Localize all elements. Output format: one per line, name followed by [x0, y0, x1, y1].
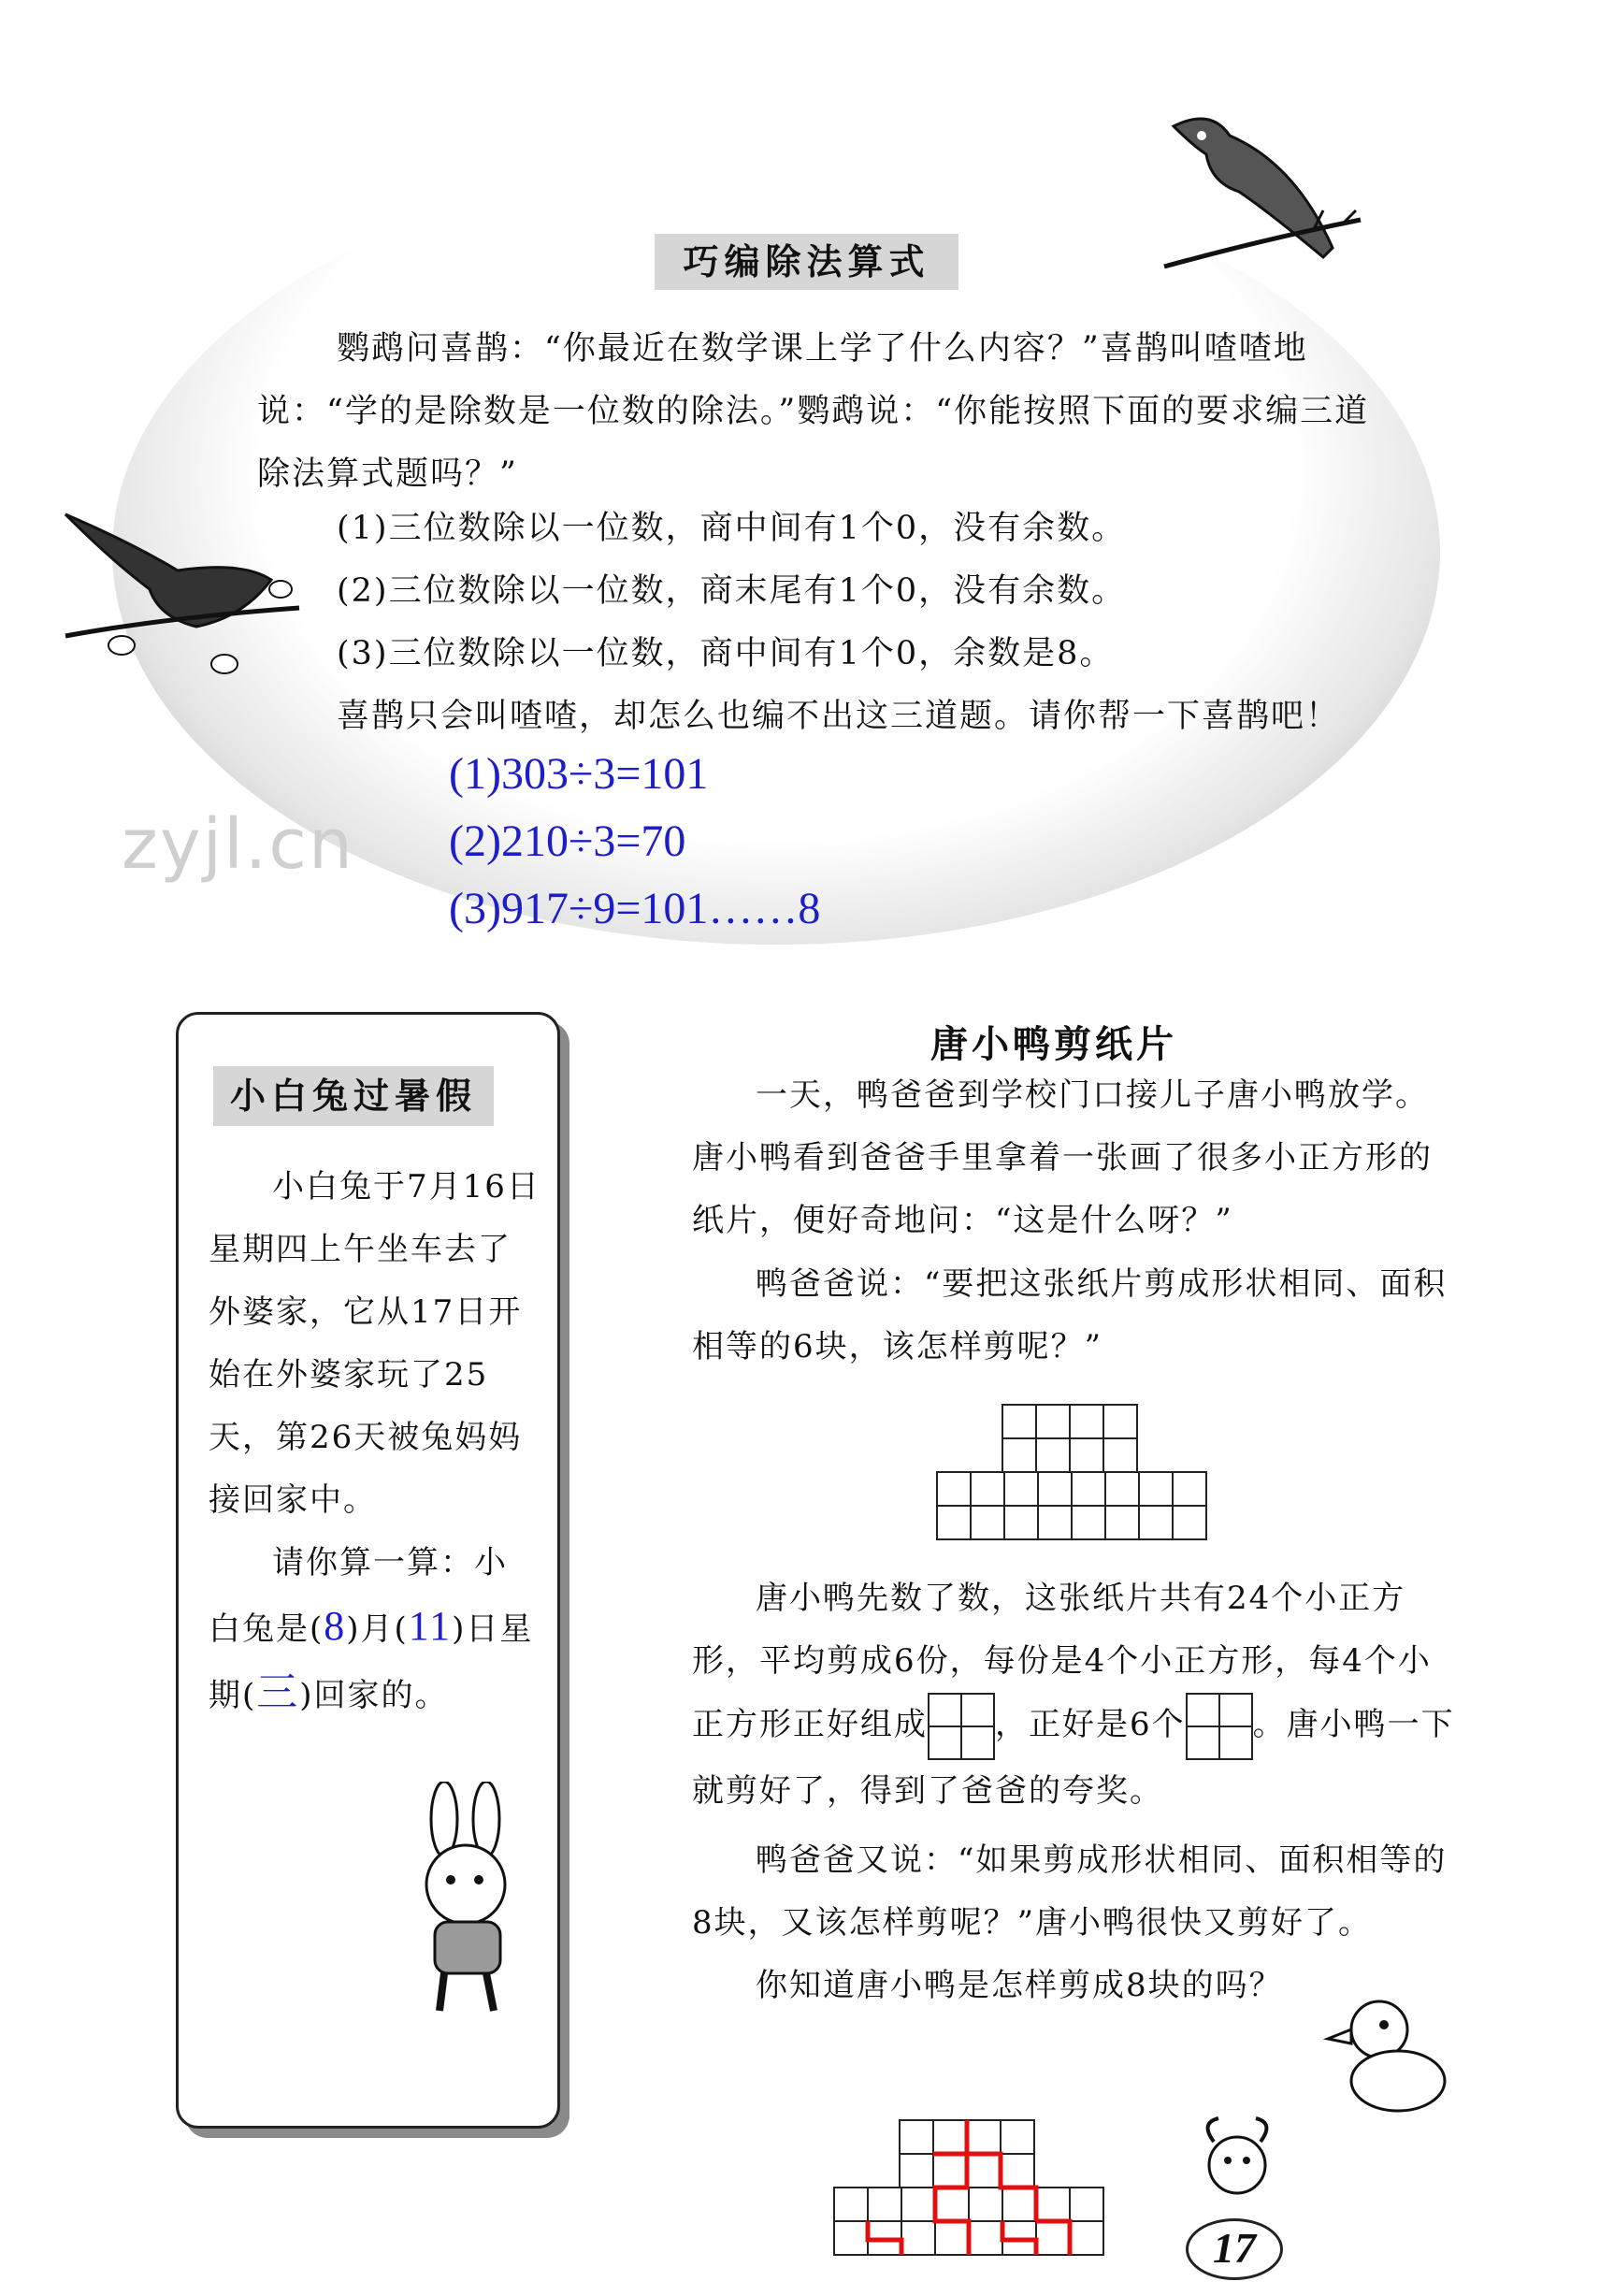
- duck-illustration: [1323, 1992, 1463, 2123]
- puzzle3-p1: 一天，鸭爸爸到学校门口接儿子唐小鸭放学。唐小鸭看到爸爸手里拿着一张画了很多小正方形的纸片，便好奇地问：“这是什么呀？”: [692, 1076, 1433, 1239]
- answer-3: (3)917÷9=101……8: [449, 884, 821, 933]
- p3-part-c: 。唐小鸭一下就剪好了，得到了爸爸的夸奖。: [692, 1706, 1455, 1810]
- puzzle2-title: 小白兔过暑假: [213, 1066, 494, 1126]
- answer-2: (2)210÷3=70: [449, 816, 686, 866]
- answer-1: (1)303÷3=101: [449, 749, 709, 799]
- puzzle3-title: 唐小鸭剪纸片: [930, 1023, 1177, 1066]
- answer-cut-figure: [832, 2118, 1105, 2259]
- page-number: 17: [1186, 2218, 1283, 2280]
- question-prefix: 请你算一算：小白兔是(: [209, 1544, 508, 1648]
- answer-weekday: 三: [256, 1669, 300, 1715]
- puzzle3-p2: 鸭爸爸说：“要把这张纸片剪成形状相同、面积相等的6块，该怎样剪呢？”: [692, 1265, 1448, 1365]
- p3-part-a: 唐小鸭先数了数，这张纸片共有24个小正方形，平均剪成6份，每份是4个小正方形，每4个小正方形正好组成: [692, 1580, 1432, 1743]
- magpie-illustration: [56, 505, 318, 692]
- puzzle2-para1: 小白兔于7月16日星期四上午坐车去了外婆家，它从17日开始在外婆家玩了25天，第26天被兔妈妈接回家中。: [209, 1168, 540, 1519]
- two-by-two-square-icon: [1186, 1693, 1253, 1760]
- puzzle1-title: 巧编除法算式: [655, 234, 958, 290]
- puzzle1-intro: 鹦鹉问喜鹊：“你最近在数学课上学了什么内容？”喜鹊叫喳喳地说：“学的是除数是一位数的除法。”鹦鹉说：“你能按照下面的要求编三道除法算式题吗？”: [257, 330, 1370, 493]
- goat-illustration: [1186, 2109, 1289, 2212]
- puzzle3-p3: [692, 1567, 1459, 1823]
- question-suffix: )回家的。: [299, 1677, 449, 1714]
- puzzle3-p4: 鸭爸爸又说：“如果剪成形状相同、面积相等的8块，又该怎样剪呢？”唐小鸭很快又剪好了。: [692, 1841, 1448, 1942]
- puzzle3-p5: 你知道唐小鸭是怎样剪成8块的吗？: [756, 1967, 1283, 2004]
- p3-part-b: ，正好是6个: [995, 1706, 1186, 1743]
- answer-month: 8: [324, 1603, 347, 1649]
- question-mid2: )日星期(: [209, 1610, 534, 1714]
- rabbit-illustration: [393, 1782, 542, 2025]
- watermark: zyjl.cn: [122, 804, 354, 885]
- two-by-two-square-icon: [928, 1693, 995, 1760]
- question-mid1: )月(: [346, 1610, 409, 1648]
- answer-day: 11: [408, 1603, 453, 1649]
- puzzle1-req1: (1)三位数除以一位数，商中间有1个0，没有余数。: [337, 510, 1127, 547]
- puzzle1-closing: 喜鹊只会叫喳喳，却怎么也编不出这三道题。请你帮一下喜鹊吧！: [337, 698, 1341, 735]
- puzzle2-question: [209, 1532, 540, 1727]
- puzzle1-req2: (2)三位数除以一位数，商末尾有1个0，没有余数。: [337, 572, 1127, 610]
- parrot-illustration: [1155, 108, 1384, 295]
- puzzle1-req3: (3)三位数除以一位数，商中间有1个0，余数是8。: [337, 635, 1115, 672]
- paper-grid-figure: [935, 1403, 1208, 1543]
